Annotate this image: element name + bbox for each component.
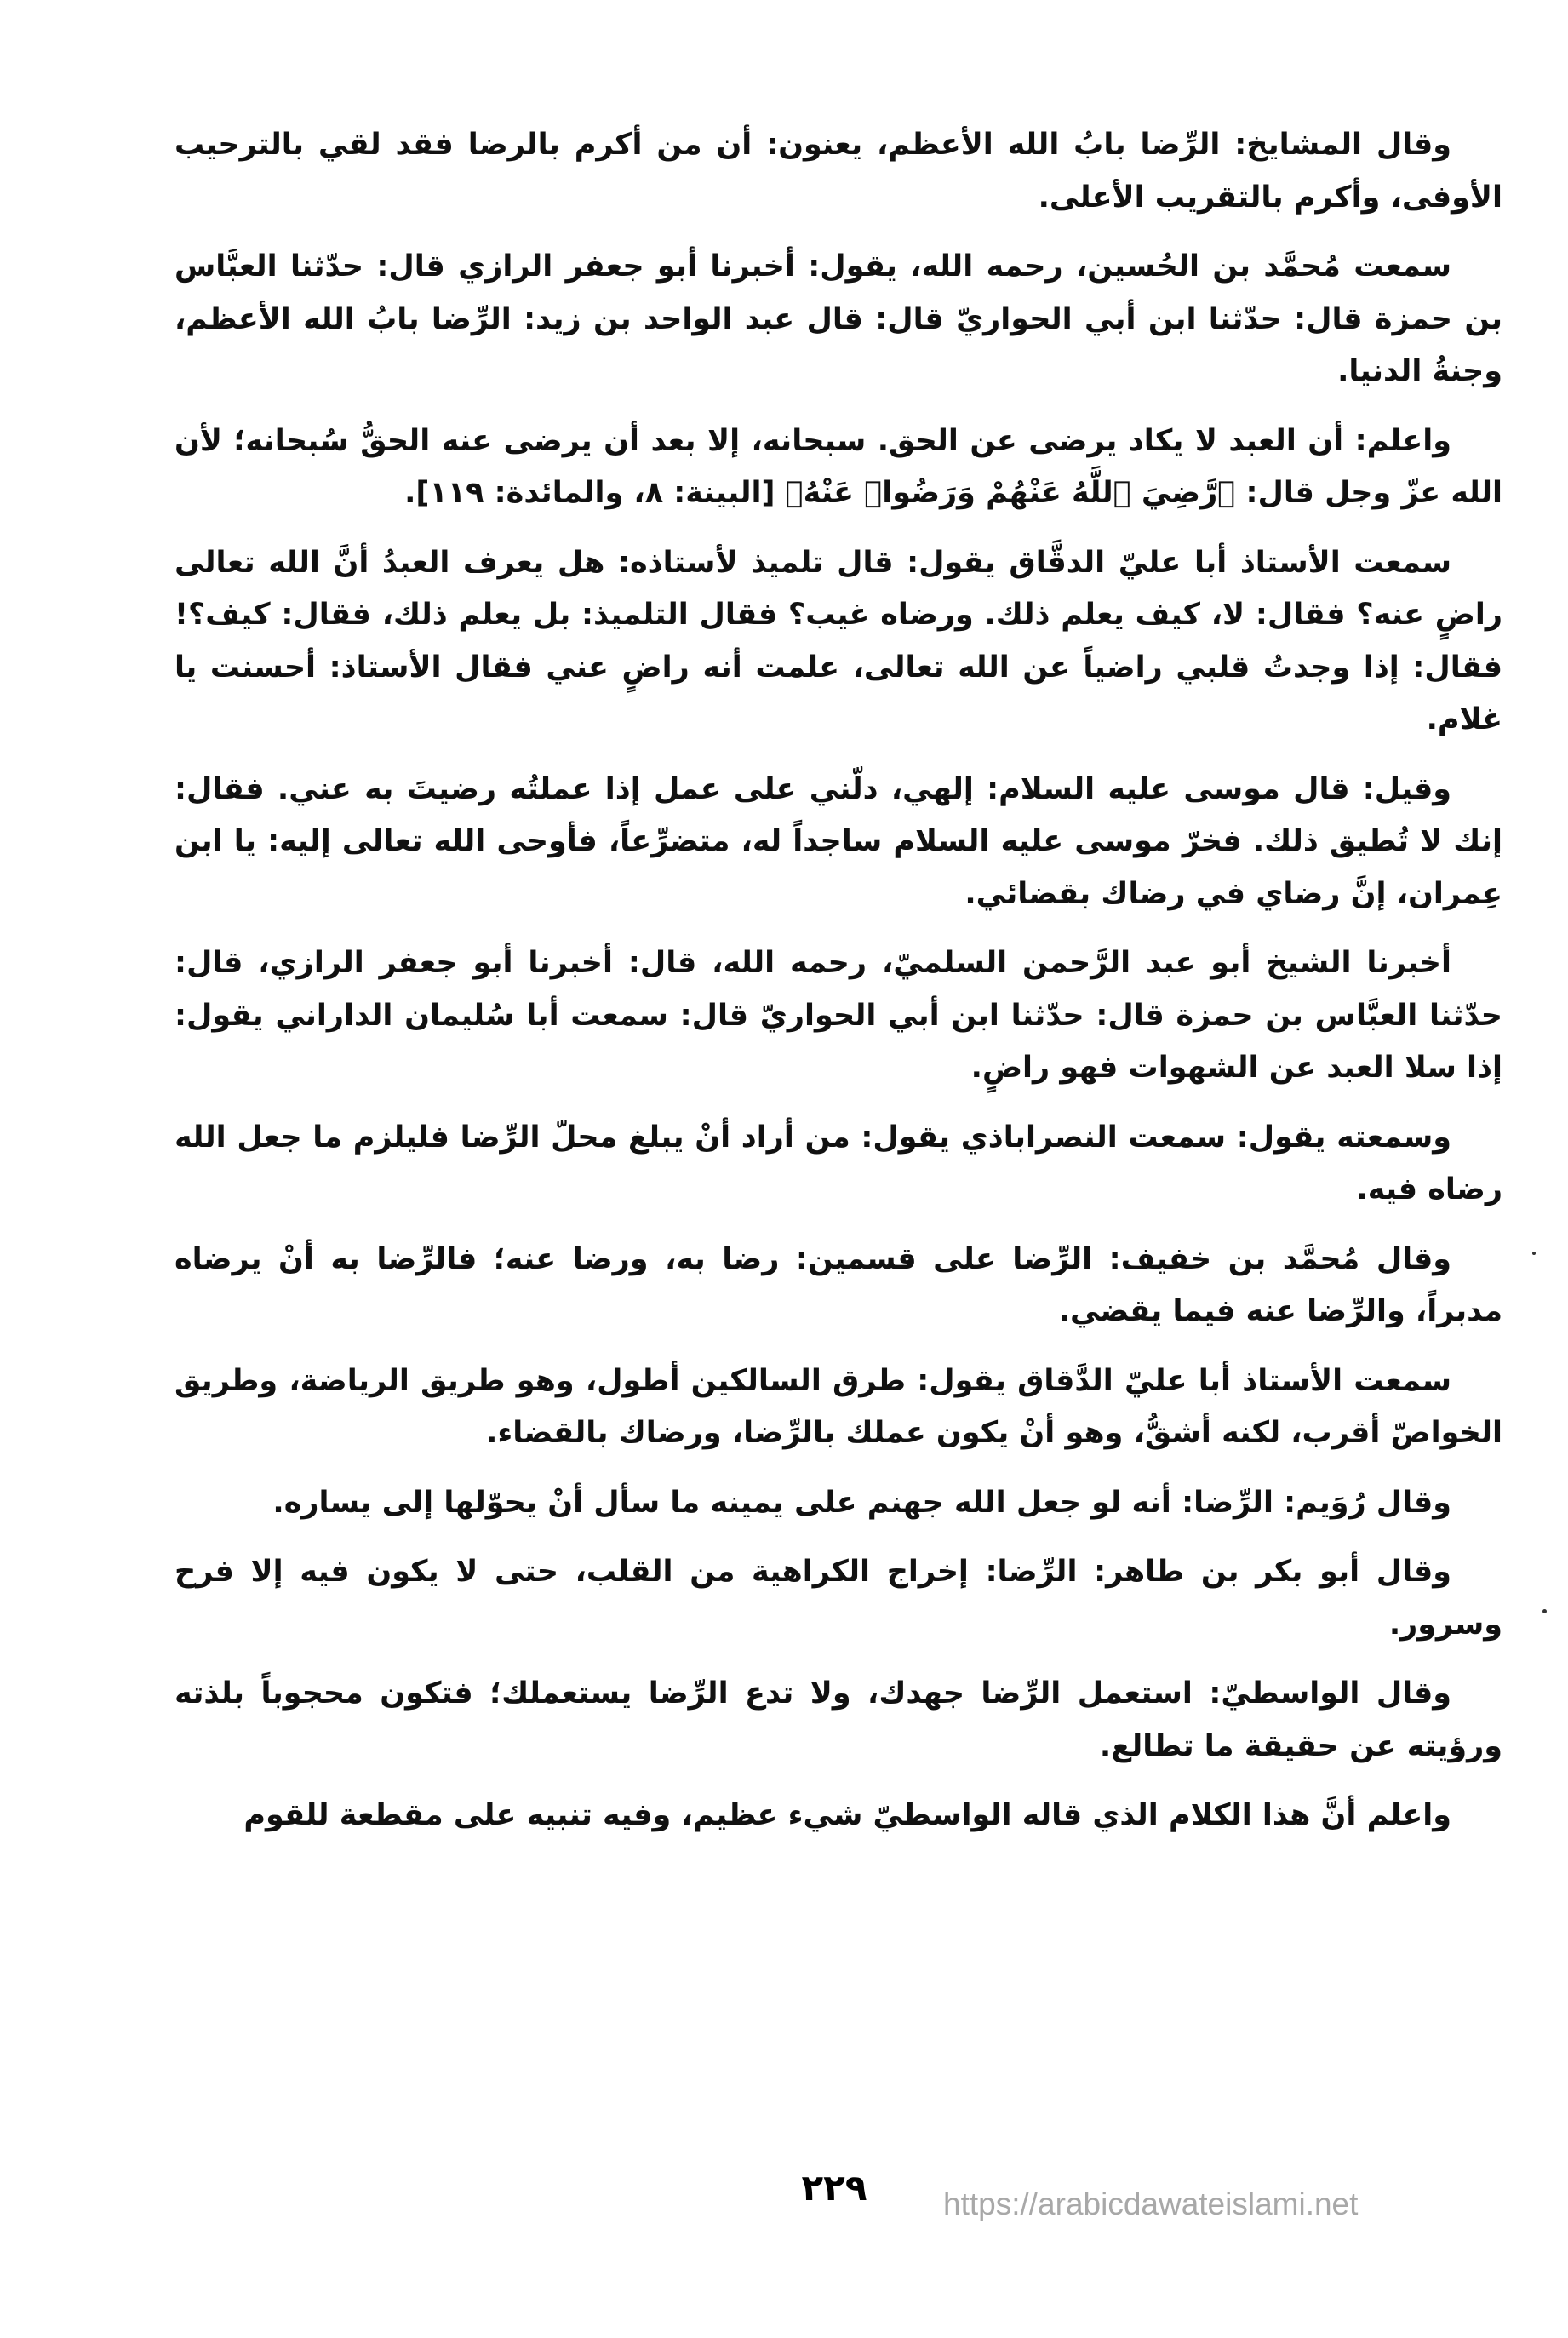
paragraph: وسمعته يقول: سمعت النصراباذي يقول: من أراد أنْ يبلغ محلّ الرِّضا فليلزم ما جعل الله رضاه فيه. xyxy=(175,1120,1502,1206)
paragraph: سمعت مُحمَّد بن الحُسين، رحمه الله، يقول: أخبرنا أبو جعفر الرازي قال: حدّثنا العبَّاس بن حمزة قال: حدّثنا ابن أبي الحواريّ قال: قال عبد الواحد بن زيد: الرِّضا بابُ الله الأعظم، وجنةُ الدنيا. xyxy=(175,249,1502,388)
scan-speck xyxy=(1532,1252,1536,1255)
paragraph: أخبرنا الشيخ أبو عبد الرَّحمن السلميّ، رحمه الله، قال: أخبرنا أبو جعفر الرازي، قال: حدّثنا العبَّاس بن حمزة قال: حدّثنا ابن أبي الحواريّ قال: سمعت أبا سُليمان الداراني يقول: إذا سلا العبد عن الشهوات فهو راضٍ. xyxy=(175,946,1502,1085)
paragraph: وقال الواسطيّ: استعمل الرِّضا جهدك، ولا تدع الرِّضا يستعملك؛ فتكون محجوباً بلذته ورؤيته عن حقيقة ما تطالع. xyxy=(175,1676,1502,1763)
paragraph: وقال رُوَيم: الرِّضا: أنه لو جعل الله جهنم على يمينه ما سأل أنْ يحوّلها إلى يساره. xyxy=(272,1485,1451,1520)
page-body xyxy=(175,119,1502,1860)
paragraph: وقيل: قال موسى عليه السلام: إلهي، دلّني على عمل إذا عملتُه رضيتَ به عني. فقال: إنك لا تُطيق ذلك. فخرّ موسى عليه السلام ساجداً له، متضرِّعاً، فأوحى الله تعالى إليه: يا ابن عِمران، إنَّ رضاي في رضاك بقضائي. xyxy=(175,771,1502,911)
watermark-url: https://arabicdawateislami.net xyxy=(943,2186,1359,2221)
paragraph: وقال المشايخ: الرِّضا بابُ الله الأعظم، يعنون: أن من أكرم بالرضا فقد لقي بالترحيب الأوفى، وأكرم بالتقريب الأعلى. xyxy=(175,128,1502,215)
scan-speck xyxy=(1542,1609,1547,1613)
paragraph: سمعت الأستاذ أبا عليّ الدَّقاق يقول: طرق السالكين أطول، وهو طريق الرياضة، وطريق الخواصّ أقرب، لكنه أشقُّ، وهو أنْ يكون عملك بالرِّضا، ورضاك بالقضاء. xyxy=(175,1363,1502,1450)
paragraph: وقال مُحمَّد بن خفيف: الرِّضا على قسمين: رضا به، ورضا عنه؛ فالرِّضا به أنْ يرضاه مدبراً، والرِّضا عنه فيما يقضي. xyxy=(175,1241,1502,1328)
paragraph: وقال أبو بكر بن طاهر: الرِّضا: إخراج الكراهية من القلب، حتى لا يكون فيه إلا فرح وسرور. xyxy=(175,1555,1502,1642)
paragraph: واعلم: أن العبد لا يكاد يرضى عن الحق. سبحانه، إلا بعد أن يرضى عنه الحقُّ سُبحانه؛ لأن الله عزّ وجل قال: ﴿رَّضِيَ ٱللَّهُ عَنْهُمْ وَرَضُوا۟ عَنْهُ﴾ [البينة: ٨، والمائدة: ١١٩]. xyxy=(175,423,1502,510)
page-number: ٢٢٩ xyxy=(801,2167,867,2209)
paragraph: واعلم أنَّ هذا الكلام الذي قاله الواسطيّ شيء عظيم، وفيه تنبيه على مقطعة للقوم xyxy=(243,1798,1451,1832)
paragraph: سمعت الأستاذ أبا عليّ الدقَّاق يقول: قال تلميذ لأستاذه: هل يعرف العبدُ أنَّ الله تعالى راضٍ عنه؟ فقال: لا، كيف يعلم ذلك. ورضاه غيب؟ فقال التلميذ: بل يعلم ذلك، فقال: كيف؟! فقال: إذا وجدتُ قلبي راضياً عن الله تعالى، علمت أنه راضٍ عني فقال الأستاذ: أحسنت يا غلام. xyxy=(175,545,1502,736)
